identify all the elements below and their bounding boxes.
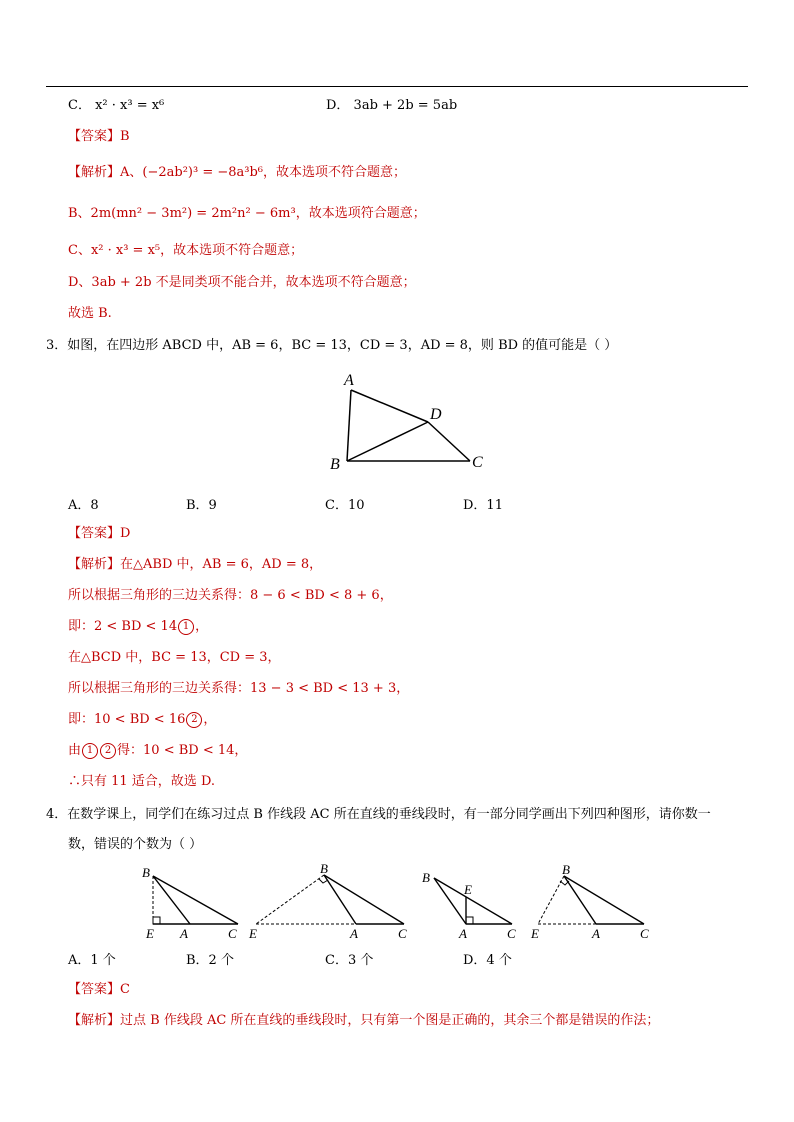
q4-stem-line1: 4．在数学课上，同学们在练习过点 B 作线段 AC 所在直线的垂线段时，有一部分同学画出下列四种图形，请你数一 [46,807,711,822]
label-c: C [640,926,649,941]
q2-conclusion: 故选 B. [68,306,112,321]
circled-two: 2 [186,712,202,728]
q4-option-b[interactable]: B．2 个 [186,953,234,968]
option-d-top: D． 3ab + 2b = 5ab [326,98,458,113]
q3-conclusion: ∴只有 11 适合，故选 D. [68,774,216,789]
q3-answer: 【答案】D [68,526,131,541]
q2-analysis-c: C、x² · x³ = x⁵，故本选项不符合题意； [68,243,304,258]
q2-answer: 【答案】B [68,129,130,144]
label-b: B [422,870,430,885]
q4-figure-3 [418,862,528,944]
q3-analysis-3: 即：2 < BD < 14 1 ， [68,619,209,634]
option-c-top: C． x² · x³ = x⁶ [68,98,165,113]
label-c: C [398,926,407,941]
q4-analysis: 【解析】过点 B 作线段 AC 所在直线的垂线段时，只有第一个图是正确的，其余三个都是错误的作法； [68,1013,660,1028]
q3-analysis-7: 由 1 2 得：10 < BD < 14， [68,743,248,758]
q4-answer: 【答案】C [68,982,130,997]
q3-analysis-2: 所以根据三角形的三边关系得：8 − 6 < BD < 8 + 6， [68,588,393,603]
label-a: A [350,926,358,941]
q4-option-d[interactable]: D．4 个 [463,953,512,968]
q4-option-c[interactable]: C．3 个 [325,953,374,968]
q3-analysis-4: 在△BCD 中，BC = 13，CD = 3， [68,650,281,665]
label-c: C [472,454,483,471]
label-e: E [464,882,472,897]
q2-analysis-a: 【解析】A、(−2ab²)³ = −8a³b⁶，故本选项不符合题意； [68,165,407,180]
q3-option-a[interactable]: A．8 [68,498,99,513]
q3-analysis-6: 即：10 < BD < 16 2 ， [68,712,217,727]
label-c: C [228,926,237,941]
q4-figure-1 [138,862,248,944]
q3-option-b[interactable]: B．9 [186,498,217,513]
label-b: B [320,861,328,876]
q3-option-c[interactable]: C．10 [325,498,365,513]
circled-two-b: 2 [100,743,116,759]
q3-option-d[interactable]: D．11 [463,498,503,513]
label-b: B [142,865,150,880]
label-b: B [562,862,570,877]
label-a: A [592,926,600,941]
label-a: A [344,372,354,389]
q4-figure-2 [246,858,416,944]
circled-one: 1 [178,619,194,635]
label-c: C [507,926,516,941]
q2-analysis-b: B、2m(mn² − 3m²) = 2m²n² − 6m³，故本选项符合题意； [68,206,426,221]
q4-stem-line2: 数，错误的个数为（ ） [68,837,203,852]
label-e: E [146,926,154,941]
label-e: E [249,926,257,941]
q4-figure-4 [528,858,658,944]
label-d: D [430,406,442,423]
header-rule [46,86,748,87]
q2-analysis-d: D、3ab + 2b 不是同类项不能合并，故本选项不符合题意； [68,275,416,290]
q3-analysis-1: 【解析】在△ABD 中，AB = 6，AD = 8， [68,557,323,572]
label-a: A [180,926,188,941]
label-e: E [531,926,539,941]
q3-analysis-5: 所以根据三角形的三边关系得：13 − 3 < BD < 13 + 3， [68,681,410,696]
label-b: B [330,456,340,473]
q3-quadrilateral-figure [320,365,500,475]
circled-one-b: 1 [82,743,98,759]
q3-stem: 3．如图，在四边形 ABCD 中，AB = 6，BC = 13，CD = 3，AD = 8，则 BD 的值可能是（ ） [46,338,618,353]
label-a: A [459,926,467,941]
q4-option-a[interactable]: A．1 个 [68,953,116,968]
